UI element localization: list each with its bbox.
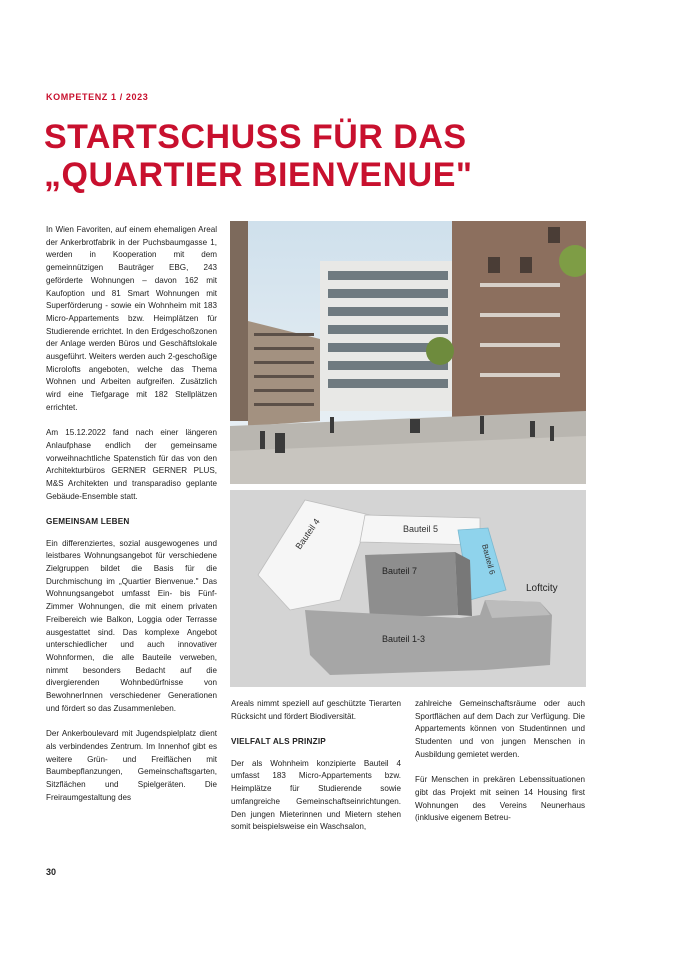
site-plan-diagram (230, 490, 586, 687)
bauteil-7-block (365, 552, 458, 618)
loftcity-label: Loftcity (526, 583, 558, 594)
bauteil-4-label: Bauteil 4 (293, 516, 322, 552)
article-title (44, 118, 473, 194)
bauteil-1-3-label: Bauteil 1-3 (382, 634, 426, 644)
paragraph: Der als Wohnheim konzipierte Bauteil 4 umfasst 183 Micro-Appartements bzw. Heimplätze für Studierende sowie umfangreiche Gemeinschaftseinrichtungen. Den jungen Mieterinnen und Mietern stehen somit beispielsweise ein Waschsalon, (231, 758, 401, 832)
paragraph: Der Ankerboulevard mit Jugendspielplatz dient als verbindendes Zentrum. Im Innenhof gibt es weitere Grün- und Freiflächen mit Baumbepflanzungen, Gemeinschaftsgarten, Sitzflächen und Spielgeräten. Die Freiraumgestaltung des (46, 729, 217, 802)
text-column-2 (231, 698, 401, 847)
bauteil-5-label: Bauteil 5 (403, 524, 439, 534)
paragraph: zahlreiche Gemeinschaftsräume oder auch Sportflächen auf dem Dach zur Verfügung. Die Appartements können von Studentinnen und Studenten und von jungen Menschen in Ausbildung gemietet werden. (415, 699, 585, 759)
text-column-3 (415, 698, 585, 838)
title-line-2: „QUARTIER BIENVENUE" (44, 156, 473, 194)
bauteil-7-label: Bauteil 7 (382, 566, 418, 576)
bauteil-6-label: Bauteil 6 (480, 543, 497, 576)
intro-paragraph: In Wien Favoriten, auf einem ehemaligen Areal der Ankerbrotfabrik in der Puchsbaumgasse 1, werden in Kooperation mit dem gemeinnützigen Bauträger EBG, 243 geförderte Wohnungen – davon 162 mit Kaufoption und 81 Smart Wohnungen mit Superförderung - sowie ein Wohnheim mit 183 Micro-Appartements bzw. Heimplätzen für Studierende errichtet. In den Erdgeschoßzonen der Anlage werden Büros und Geschäftslokale ausgeführt. Weiters werden auch 2-geschoßige Microlofts angeboten, welche das Thema Wohnen und Arbeiten aufgreifen. Zusätzlich wird eine Tiefgarage mit 182 Stellplätzen errichtet. (46, 225, 217, 412)
paragraph: Ein differenziertes, sozial ausgewogenes und leistbares Wohnungsangebot für verschiedene Zielgruppen bildet die Basis für die Durchmischung im „Quartier Bienvenue." Das Wohnungsangebot umfasst Ein- bis Fünf-Zimmer Wohnungen, die mit einem privaten Freibereich wie Balkon, Loggia oder Terrasse ausgestattet sind. Das komplexe Angebot unterschiedlicher und auch innovativer Wohnformen, die alle Bauteile verweben, nimmt besonders Bedacht auf die divergierenden Wohnbedürfnisse von BewohnerInnen verschiedener Generationen und fördert so das Zusammenleben. (46, 538, 217, 713)
paragraph: Für Menschen in prekären Lebenssituationen gibt das Projekt mit seinen 14 Housing first Wohnungen des Vereins Neunerhaus (inklusive eigenem Betreu- (415, 775, 585, 823)
paragraph: Areals nimmt speziell auf geschützte Tierarten Rücksicht und fördert Biodiversität. (231, 699, 401, 721)
paragraph: Am 15.12.2022 fand nach einer längeren Anlaufphase endlich der gemeinsame vorweihnachtliche Spatenstich für das von den Architekturbüros GERNER GERNER PLUS, M&S Architekten und transparadiso geplante Gebäude-Ensemble statt. (46, 428, 217, 501)
building-rendering-image (230, 221, 586, 484)
section-heading: GEMEINSAM LEBEN (46, 516, 130, 526)
page-number: 30 (46, 867, 57, 877)
text-column-1 (46, 224, 217, 817)
kicker: KOMPETENZ 1 / 2023 (46, 92, 149, 102)
title-line-1: STARTSCHUSS FÜR DAS (44, 118, 467, 156)
section-heading: VIELFALT ALS PRINZIP (231, 737, 326, 746)
